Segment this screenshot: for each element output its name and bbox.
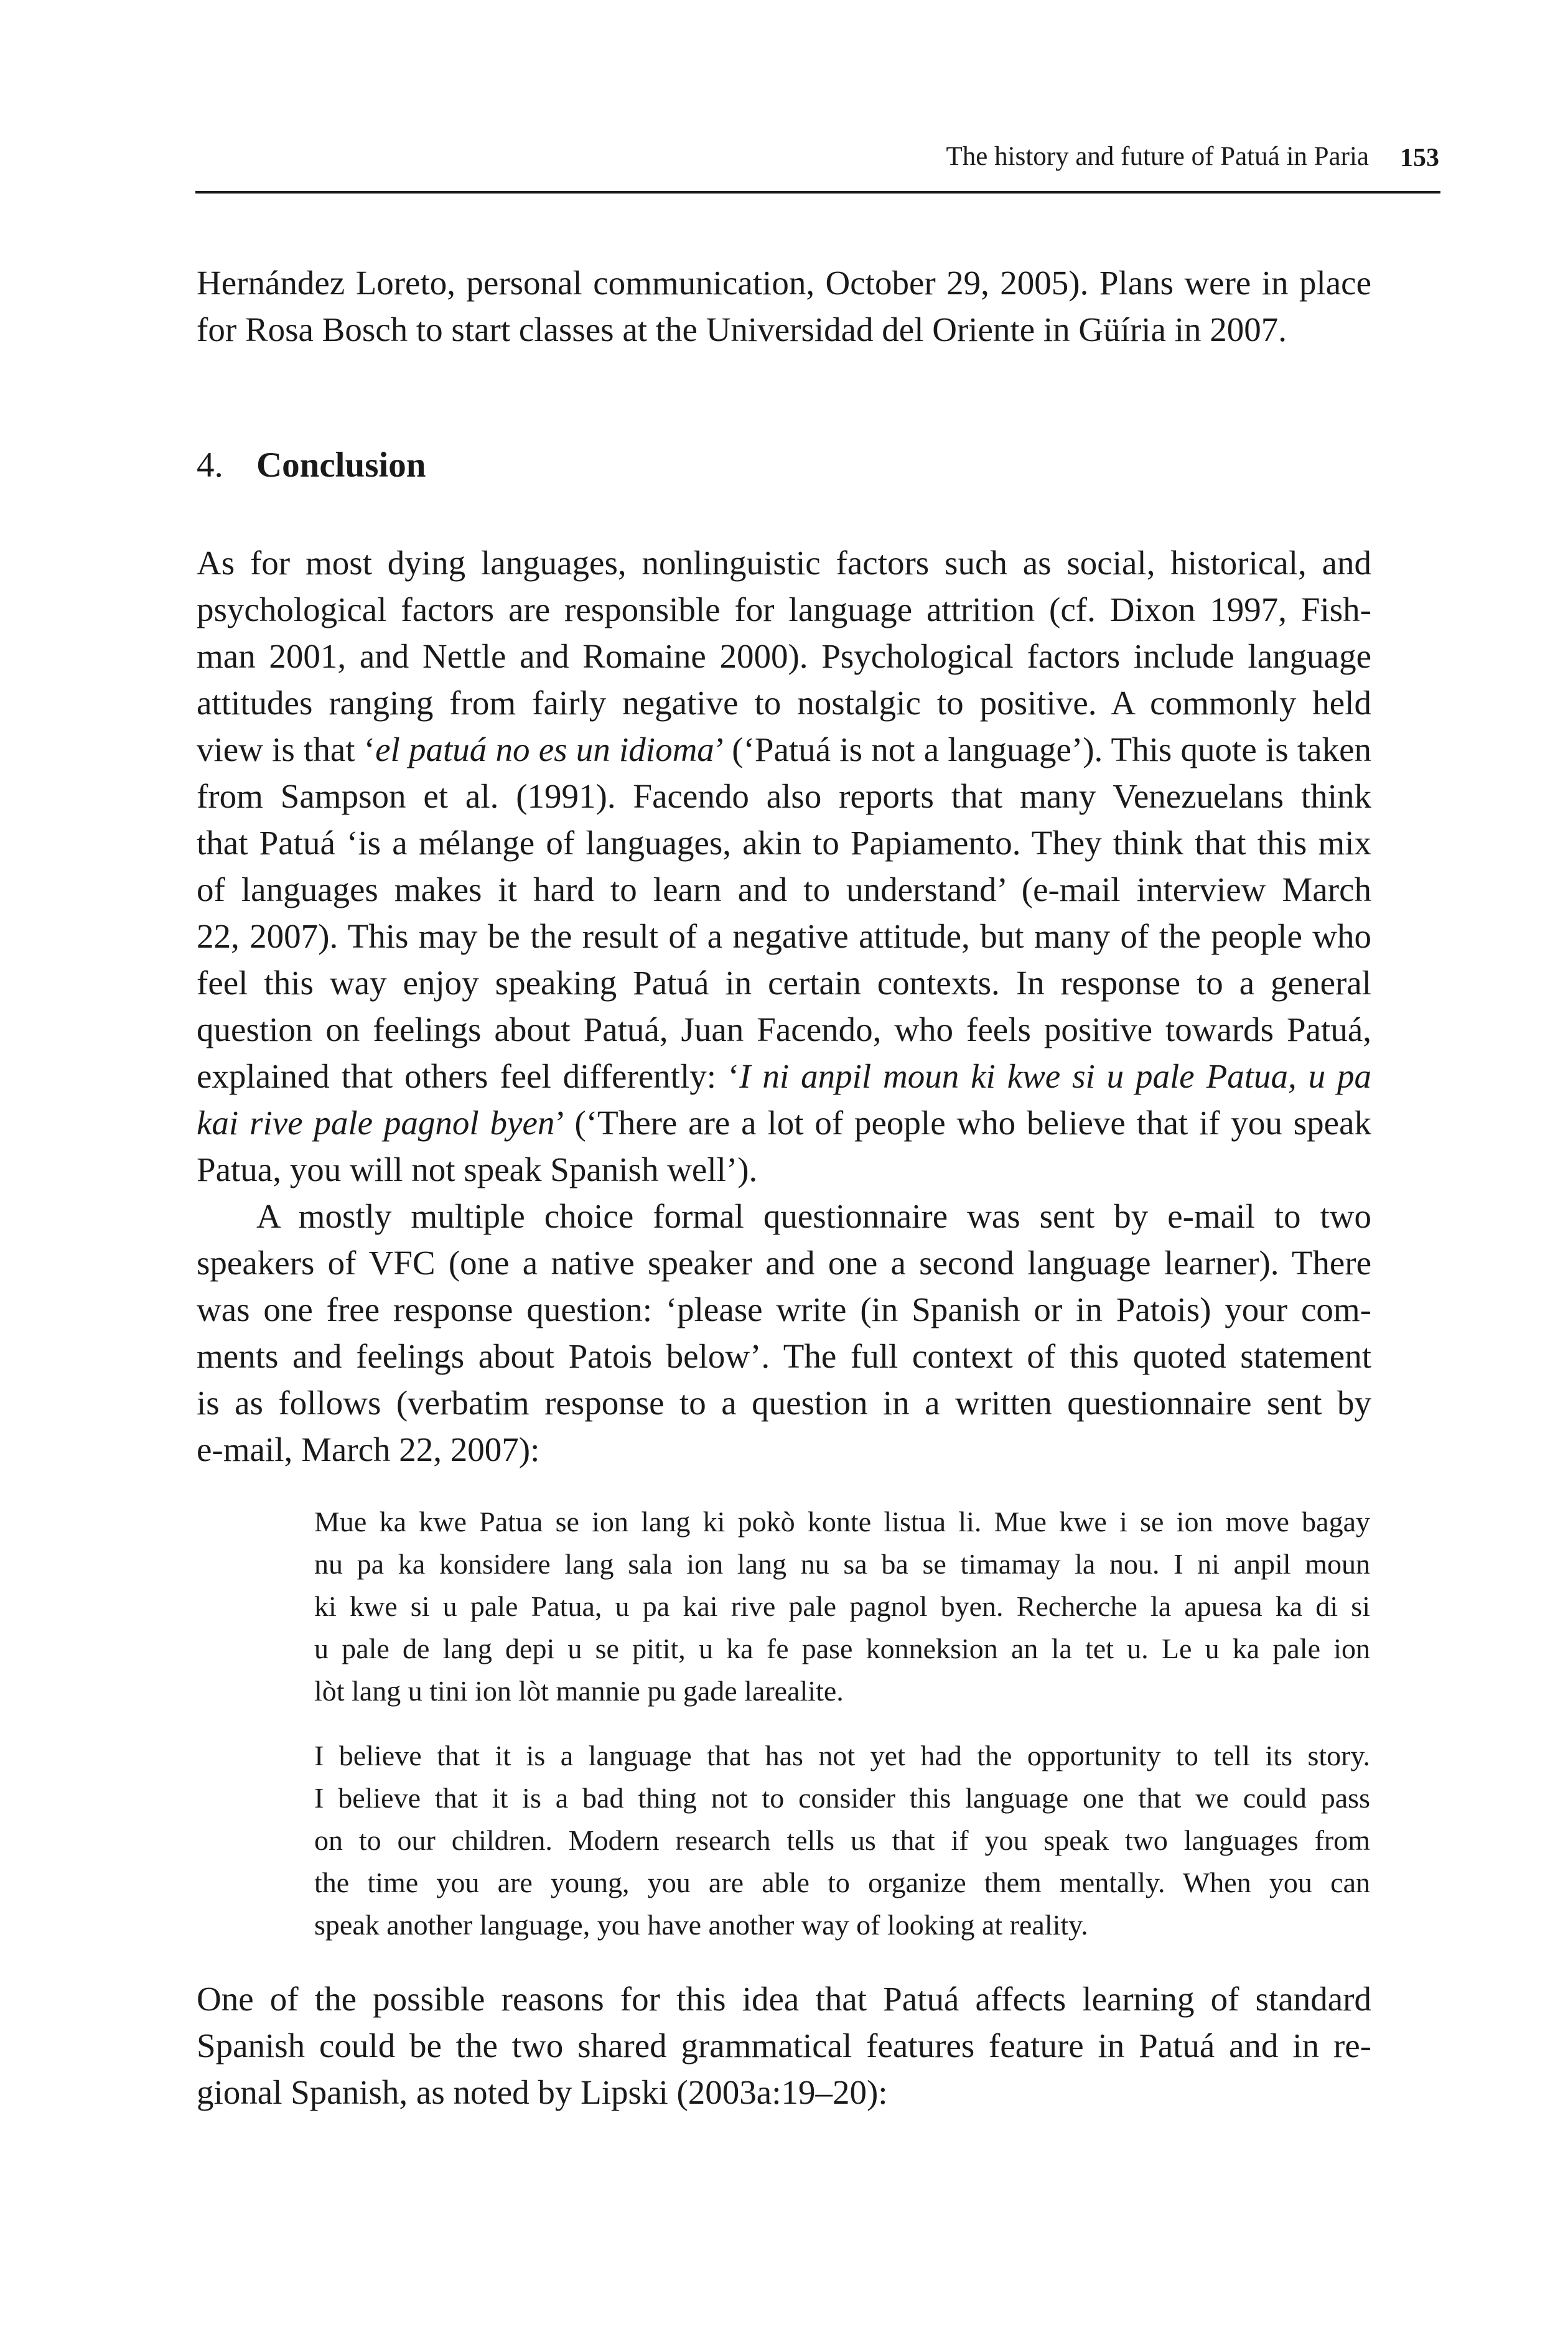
text-line: was one free response question: ‘please write (in Spanish or in Patois) your com-	[197, 1290, 1371, 1328]
italic-quote: I ni anpil moun ki kwe si u pale Patua, u pa	[739, 1057, 1371, 1095]
text-line-with-italic	[197, 1053, 1371, 1099]
text-line: Patua, you will not speak Spanish well’).	[197, 1150, 758, 1188]
quote-line: I believe that it is a bad thing not to consider this language one that we could pass	[314, 1782, 1370, 1814]
text-line: Hernández Loreto, personal communication, October 29, 2005). Plans were in place	[197, 264, 1371, 302]
quote-line: lòt lang u tini ion lòt mannie pu gade larealite.	[314, 1675, 844, 1707]
text-line: from Sampson et al. (1991). Facendo also reports that many Venezuelans think	[197, 777, 1371, 815]
italic-quote: kai rive pale pagnol byen	[197, 1104, 555, 1142]
text-line: speakers of VFC (one a native speaker and one a second language learner). There	[197, 1244, 1371, 1282]
text-line: of languages makes it hard to learn and to understand’ (e-mail interview March	[197, 870, 1371, 908]
quote-line: Mue ka kwe Patua se ion lang ki pokò konte listua li. Mue kwe i se ion move bagay	[314, 1506, 1370, 1538]
quote-line: the time you are young, you are able to organize them mentally. When you can	[314, 1867, 1370, 1898]
text-line: psychological factors are responsible for language attrition (cf. Dixon 1997, Fish-	[197, 590, 1371, 628]
text-line-with-italic	[197, 1099, 1371, 1146]
running-title: The history and future of Patuá in Paria	[946, 142, 1369, 171]
quote-line: u pale de lang depi u se pitit, u ka fe pase konneksion an la tet u. Le u ka pale ion	[314, 1633, 1370, 1664]
quote-line: ki kwe si u pale Patua, u pa kai rive pale pagnol byen. Recherche la apuesa ka di si	[314, 1590, 1370, 1622]
text-span: ’ (‘There are a lot of people who believe that if you speak	[554, 1104, 1371, 1142]
text-span: ’ (‘Patuá is not a language’). This quote is taken	[714, 730, 1371, 768]
text-span: explained that others feel differently: ‘	[197, 1057, 740, 1095]
text-line: is as follows (verbatim response to a question in a written questionnaire sent by	[197, 1384, 1371, 1422]
text-line: man 2001, and Nettle and Romaine 2000). Psychological factors include language	[197, 637, 1371, 675]
quote-line: on to our children. Modern research tells us that if you speak two languages from	[314, 1824, 1370, 1856]
header-rule	[195, 191, 1440, 194]
text-line: attitudes ranging from fairly negative to nostalgic to positive. A commonly held	[197, 684, 1371, 722]
text-line: e-mail, March 22, 2007):	[197, 1430, 540, 1468]
text-line: feel this way enjoy speaking Patuá in certain contexts. In response to a general	[197, 964, 1371, 1002]
section-heading	[197, 442, 426, 488]
page-number: 153	[1400, 144, 1439, 172]
running-header	[197, 138, 1440, 175]
text-line: Spanish could be the two shared grammatical features feature in Patuá and in re-	[197, 2027, 1371, 2065]
text-line: As for most dying languages, nonlinguistic factors such as social, historical, and	[197, 544, 1371, 582]
text-line: 22, 2007). This may be the result of a negative attitude, but many of the people who	[197, 917, 1371, 955]
text-line: A mostly multiple choice formal questionnaire was sent by e-mail to two	[256, 1197, 1371, 1235]
quote-line: nu pa ka konsidere lang sala ion lang nu sa ba se timamay la nou. I ni anpil moun	[314, 1548, 1370, 1580]
text-span: view is that ‘	[197, 730, 376, 768]
section-number: 4.	[197, 446, 223, 485]
text-line: question on feelings about Patuá, Juan Facendo, who feels positive towards Patuá,	[197, 1010, 1371, 1048]
text-line: ments and feelings about Patois below’. The full context of this quoted statement	[197, 1337, 1371, 1375]
italic-quote: el patuá no es un idioma	[375, 730, 714, 768]
section-title: Conclusion	[256, 446, 426, 485]
text-line: that Patuá ‘is a mélange of languages, akin to Papiamento. They think that this mix	[197, 824, 1371, 862]
text-line-with-italic	[197, 726, 1371, 773]
text-line: One of the possible reasons for this idea that Patuá affects learning of standard	[197, 1980, 1371, 2018]
text-line: gional Spanish, as noted by Lipski (2003a:19–20):	[197, 2073, 888, 2111]
quote-line: I believe that it is a language that has not yet had the opportunity to tell its story.	[314, 1740, 1370, 1771]
quote-line: speak another language, you have another way of looking at reality.	[314, 1909, 1088, 1941]
text-line: for Rosa Bosch to start classes at the Universidad del Oriente in Güíria in 2007.	[197, 310, 1287, 348]
